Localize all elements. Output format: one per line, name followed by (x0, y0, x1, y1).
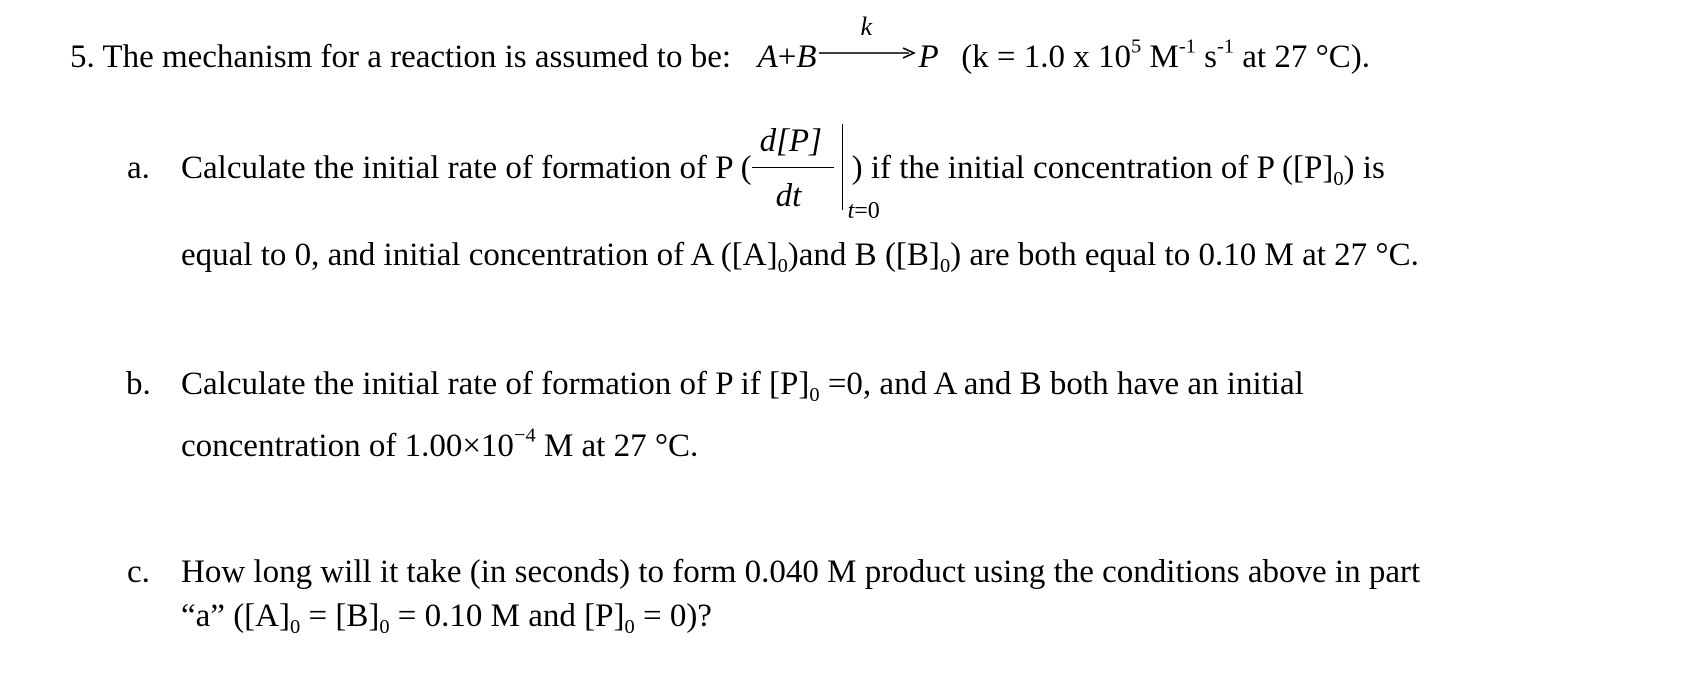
part-a-text-after: ) if the initial concentration of P $([P]_0)$ is (851, 150, 1385, 191)
fraction-denominator: dt (775, 178, 802, 214)
plus-sign: + (777, 39, 797, 75)
part-c-label: c. (127, 554, 150, 590)
reactant-b: B (796, 39, 817, 75)
right-arrow-icon (819, 46, 917, 60)
question-intro: The mechanism for a reaction is assumed to be: (102, 39, 732, 75)
fraction-bar (752, 167, 834, 168)
part-b-label: b. (126, 366, 151, 402)
part-a-label: a. (127, 150, 150, 186)
part-a-text-before: Calculate the initial rate of formation of P ( (181, 150, 752, 186)
fraction-numerator: d[P] (759, 123, 822, 159)
evaluation-bar (842, 124, 843, 210)
part-c-line-1: How long will it take (in seconds) to form 0.040 M product using the conditions above in part (181, 554, 1421, 590)
evaluation-subscript: t=0 (847, 198, 880, 224)
rate-constant-label: k (860, 12, 873, 41)
reactant-a: A (757, 39, 778, 75)
reaction-arrow (819, 12, 917, 69)
k-value: (k = 1.0 x $10^5$ $M^{-1}$ $s^{-1}$ at 27 °C). (961, 35, 1371, 75)
question-number: 5. (70, 39, 95, 75)
part-a-line-2: equal to 0, and initial concentration of A $([A]_0)and$ B $([B]_0)$ are both equal to 0.10 M at 27 °C. (181, 237, 1419, 278)
part-b-line-2: concentration of $1.00\times 10^{-4}$ M at 27 °C. (181, 424, 699, 464)
rate-derivative-fraction (752, 123, 880, 224)
product-p: P (918, 39, 939, 75)
part-a-line-1 (181, 123, 1385, 224)
part-c-line-2: “a” ($[A]_0 = [B]_0 = 0.10$ M and $[P]_0 = 0$)? (181, 598, 712, 639)
part-b-line-1: Calculate the initial rate of formation of P if $[P]_0 =0$, and A and B both have an initial (181, 366, 1304, 407)
question-header (70, 12, 1371, 75)
